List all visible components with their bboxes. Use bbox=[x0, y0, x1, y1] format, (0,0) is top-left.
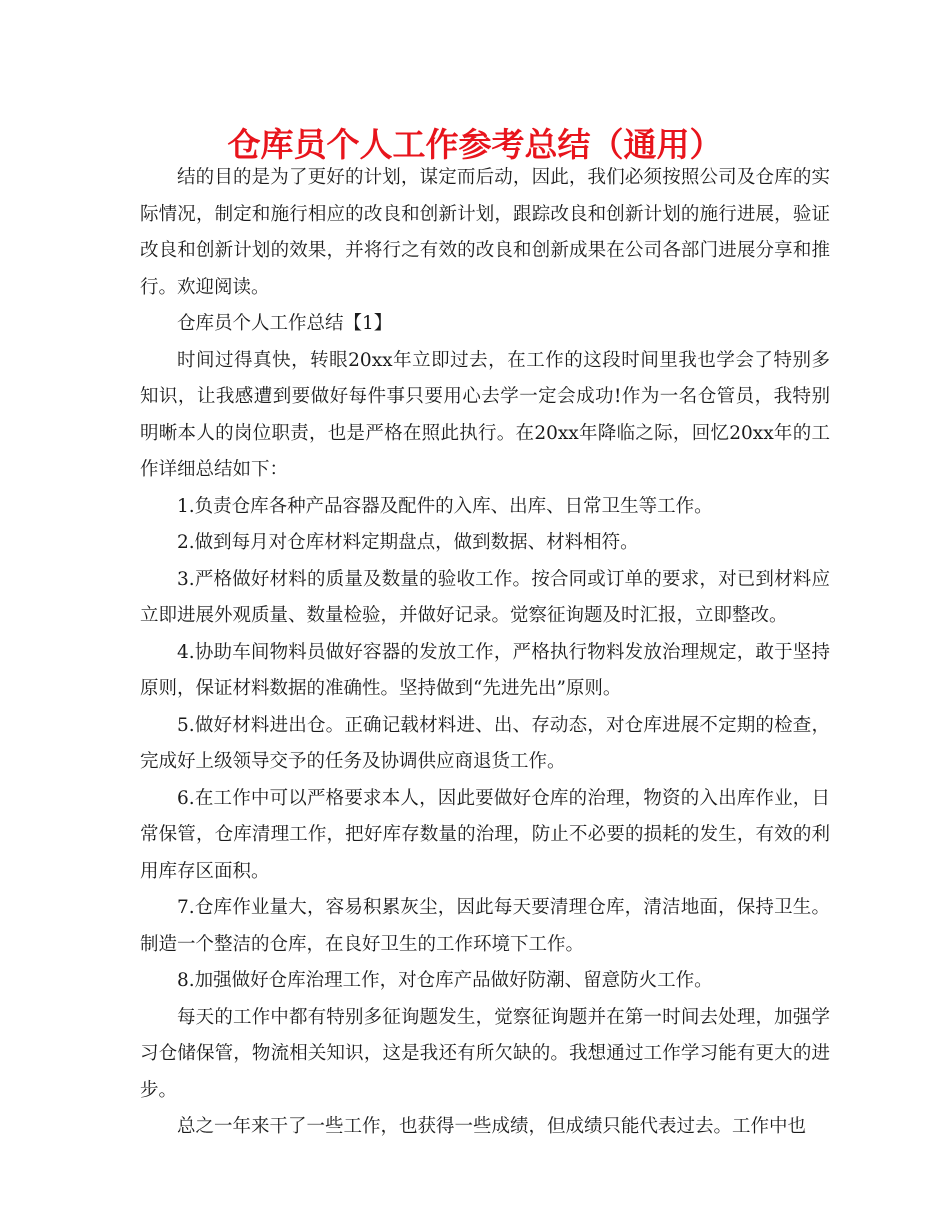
body-paragraph: 总之一年来干了一些工作，也获得一些成绩，但成绩只能代表过去。工作中也 bbox=[177, 1116, 807, 1137]
list-item-8: 8.加强做好仓库治理工作，对仓库产品做好防潮、留意防火工作。 bbox=[177, 970, 713, 991]
section-heading: 仓库员个人工作总结【1】 bbox=[177, 313, 393, 334]
list-item-1: 1.负责仓库各种产品容器及配件的入库、出库、日常卫生等工作。 bbox=[177, 495, 713, 517]
list-item-4: 4.协助车间物料员做好容器的发放工作，严格执行物料发放治理规定，敢于坚持原则，保证材料数据的准确性。坚持做到“先进先出”原则。 bbox=[140, 641, 830, 699]
body-paragraph: 每天的工作中都有特别多征询题发生，觉察征询题并在第一时间去处理，加强学习仓储保管，物流相关知识，这是我还有所欠缺的。我想通过工作学习能有更大的进步。 bbox=[140, 1006, 830, 1101]
list-item-2: 2.做到每月对仓库材料定期盘点，做到数据、材料相符。 bbox=[177, 532, 639, 553]
list-item-6: 6.在工作中可以严格要求本人，因此要做好仓库的治理，物资的入出库作业，日常保管，仓库清理工作，把好库存数量的治理，防止不必要的损耗的发生，有效的利用库存区面积。 bbox=[140, 787, 830, 882]
intro-paragraph: 结的目的是为了更好的计划，谋定而后动，因此，我们必须按照公司及仓库的实际情况，制定和施行相应的改良和创新计划，跟踪改良和创新计划的施行进展，验证改良和创新计划的效果，并将行之有效的改良和创新成果在公司各部门进展分享和推行。欢迎阅读。 bbox=[140, 167, 830, 298]
document-body bbox=[140, 160, 830, 1146]
list-item-5: 5.做好材料进出仓。正确记载材料进、出、存动态，对仓库进展不定期的检查，完成好上级领导交予的任务及协调供应商退货工作。 bbox=[140, 714, 830, 772]
body-paragraph: 时间过得真快，转眼20xx年立即过去，在工作的这段时间里我也学会了特别多知识，让我感遭到要做好每件事只要用心去学一定会成功!作为一名仓管员，我特别明晰本人的岗位职责，也是严格在照此执行。在20xx年降临之际，回忆20xx年的工作详细总结如下： bbox=[140, 349, 830, 480]
list-item-7: 7.仓库作业量大，容易积累灰尘，因此每天要清理仓库，清洁地面，保持卫生。制造一个整洁的仓库，在良好卫生的工作环境下工作。 bbox=[140, 897, 830, 955]
list-item-3: 3.严格做好材料的质量及数量的验收工作。按合同或订单的要求，对已到材料应立即进展外观质量、数量检验，并做好记录。觉察征询题及时汇报，立即整改。 bbox=[140, 568, 830, 626]
document-title: 仓库员个人工作参考总结（通用） bbox=[227, 125, 723, 164]
